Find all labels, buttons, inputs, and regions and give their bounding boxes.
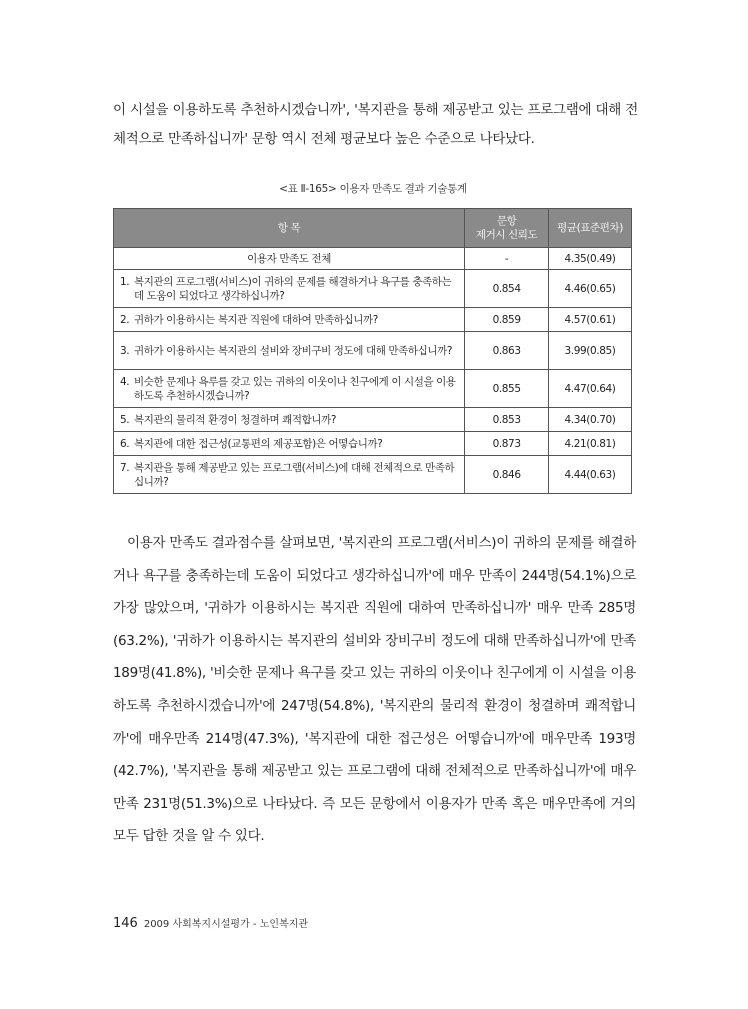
table-row bbox=[114, 308, 632, 332]
body-paragraph bbox=[113, 527, 636, 853]
header-item: 항 목 bbox=[114, 209, 465, 248]
item-reliability: 0.855 bbox=[465, 370, 549, 408]
item-text: 귀하가 이용하시는 복지관의 설비와 장비구비 정도에 대해 만족하십니까? bbox=[134, 344, 453, 357]
item-average: 3.99(0.85) bbox=[549, 332, 632, 370]
item-average: 4.44(0.63) bbox=[549, 456, 632, 494]
intro-paragraph bbox=[113, 96, 638, 154]
item-reliability: 0.846 bbox=[465, 456, 549, 494]
total-reliability: - bbox=[465, 248, 549, 270]
item-cell bbox=[114, 408, 465, 432]
item-number: 2. bbox=[120, 313, 130, 326]
item-average: 4.34(0.70) bbox=[549, 408, 632, 432]
table-row-total bbox=[114, 248, 632, 270]
item-number: 6. bbox=[120, 437, 130, 450]
header-reliability-line2: 제거시 신뢰도 bbox=[475, 229, 538, 241]
item-text: 비슷한 문제나 욕루를 갖고 있는 귀하의 이웃이나 친구에게 이 시설을 이용하도록 추천하시겠습니까? bbox=[134, 375, 456, 402]
item-average: 4.46(0.65) bbox=[549, 270, 632, 308]
intro-text: 이 시설을 이용하도록 추천하시겠습니까', '복지관을 통해 제공받고 있는 프로그램에 대해 전체적으로 만족하십니까' 문항 역시 전체 평균보다 높은 수준으로 나타났다. bbox=[113, 102, 638, 147]
item-reliability: 0.859 bbox=[465, 308, 549, 332]
item-reliability: 0.854 bbox=[465, 270, 549, 308]
table-caption: <표 Ⅱ-165> 이용자 만족도 결과 기술통계 bbox=[279, 183, 467, 195]
footer-title: 2009 사회복지시설평가 - 노인복지관 bbox=[143, 919, 309, 930]
item-text: 복지관을 통해 제공받고 있는 프로그램(서비스)에 대해 전체적으로 만족하십니까? bbox=[134, 461, 455, 488]
item-cell bbox=[114, 432, 465, 456]
item-text: 귀하가 이용하시는 복지관 직원에 대하여 만족하십니까? bbox=[134, 313, 378, 326]
item-text: 복지관의 물리적 환경이 청결하며 쾌적합니까? bbox=[134, 413, 337, 426]
item-cell bbox=[114, 370, 465, 408]
item-number: 1. bbox=[120, 275, 130, 288]
item-number: 4. bbox=[120, 375, 130, 388]
item-text: 복지관에 대한 접근성(교통편의 제공포함)은 어떻습니까? bbox=[134, 437, 383, 450]
header-average: 평균(표준편차) bbox=[549, 209, 632, 248]
item-cell bbox=[114, 308, 465, 332]
page-footer bbox=[113, 915, 308, 931]
item-number: 3. bbox=[120, 344, 130, 357]
satisfaction-stats-table bbox=[113, 208, 632, 494]
table-row bbox=[114, 456, 632, 494]
item-text: 복지관의 프로그램(서비스)이 귀하의 문제를 해결하거나 욕구를 충족하는데 도움이 되었다고 생각하십니까? bbox=[134, 275, 452, 302]
header-reliability-line1: 문항 bbox=[496, 215, 517, 227]
table-row bbox=[114, 332, 632, 370]
item-number: 5. bbox=[120, 413, 130, 426]
item-reliability: 0.863 bbox=[465, 332, 549, 370]
table-row bbox=[114, 432, 632, 456]
table-header-row bbox=[114, 209, 632, 248]
item-cell bbox=[114, 332, 465, 370]
table-row bbox=[114, 270, 632, 308]
item-number: 7. bbox=[120, 461, 130, 474]
item-reliability: 0.873 bbox=[465, 432, 549, 456]
item-average: 4.21(0.81) bbox=[549, 432, 632, 456]
body-text: 이용자 만족도 결과점수를 살펴보면, '복지관의 프로그램(서비스)이 귀하의 문제를 해결하거나 욕구를 충족하는데 도움이 되었다고 생각하십니까'에 매우 만족이 244명(54.1%)으로 가장 많았으며, '귀하가 이용하시는 복지관 직원에 대하여 만족하십니까' 매우 만족 285명(63.2%), '귀하가 이용하시는 복지관의 설비와 장비구비 정도에 대해 만족하십니까'에 만족 189명(41.8%), '비슷한 문제나 욕구를 갖고 있는 귀하의 이웃이나 친구에게 이 시설을 이용하도록 추천하시겠습니까'에 247명(54.8%), '복지관의 물리적 환경이 청결하며 쾌적합니까'에 매우만족 214명(47.3%), '복지관에 대한 접근성은 어떻습니까'에 매우만족 193명(42.7%), '복지관을 통해 제공받고 있는 프로그램에 대해 전체적으로 만족하십니까'에 매우만족 231명(51.3%)으로 나타났다. 즉 모든 문항에서 이용자가 만족 혹은 매우만족에 거의 모두 답한 것을 알 수 있다. bbox=[113, 535, 636, 845]
header-reliability bbox=[465, 209, 549, 248]
item-reliability: 0.853 bbox=[465, 408, 549, 432]
total-average: 4.35(0.49) bbox=[549, 248, 632, 270]
table-row bbox=[114, 370, 632, 408]
item-cell bbox=[114, 456, 465, 494]
total-label: 이용자 만족도 전체 bbox=[114, 248, 465, 270]
item-cell bbox=[114, 270, 465, 308]
item-average: 4.47(0.64) bbox=[549, 370, 632, 408]
table-row bbox=[114, 408, 632, 432]
item-average: 4.57(0.61) bbox=[549, 308, 632, 332]
page-number: 146 bbox=[113, 916, 138, 931]
